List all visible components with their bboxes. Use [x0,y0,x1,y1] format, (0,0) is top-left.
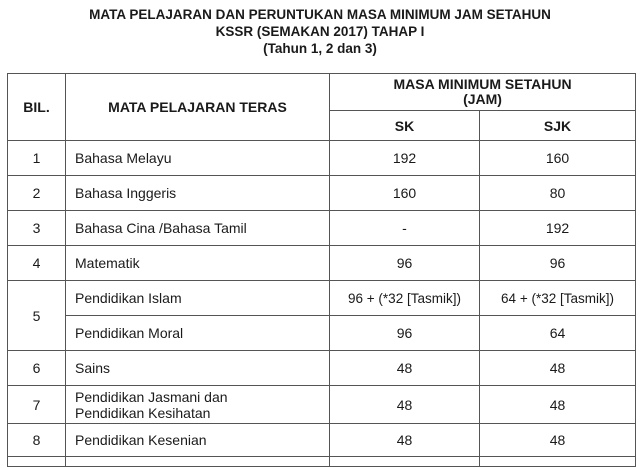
table-row [8,386,636,424]
cell-subject-line-2: Pendidikan Kesihatan [75,404,211,421]
cell-sjk: 160 [480,141,636,176]
cell-sk: - [330,211,480,246]
cell-sk: 96 + (*32 [Tasmik]) [330,281,480,316]
cell-bil: 2 [8,176,66,211]
header-sk: SK [330,111,480,141]
header-subject: MATA PELAJARAN TERAS [66,74,330,141]
table-row-cut-off [8,457,636,467]
title-line-2: KSSR (SEMAKAN 2017) TAHAP I [215,24,425,39]
title-line-3: (Tahun 1, 2 dan 3) [263,41,377,56]
cell-sk: 160 [330,176,480,211]
cell-empty [480,457,636,467]
cell-subject-line-1: Pendidikan Jasmani dan [75,388,228,405]
table-row [8,351,636,386]
cell-sjk: 64 [480,316,636,351]
cell-sjk: 48 [480,424,636,457]
table-row [8,424,636,457]
cell-sjk: 48 [480,351,636,386]
cell-sjk: 96 [480,246,636,281]
table-row [8,281,636,316]
cell-subject: Bahasa Cina /Bahasa Tamil [66,211,330,246]
cell-bil: 6 [8,351,66,386]
header-masa-line-2: (JAM) [463,91,502,107]
cell-bil: 1 [8,141,66,176]
cell-sjk: 80 [480,176,636,211]
table-row [8,246,636,281]
cell-bil: 4 [8,246,66,281]
cell-empty [8,457,66,467]
cell-subject: Sains [66,351,330,386]
document-title [0,6,640,57]
cell-empty [66,457,330,467]
header-masa-line-1: MASA MINIMUM SETAHUN [393,76,572,92]
header-sjk: SJK [480,111,636,141]
cell-bil: 7 [8,386,66,424]
cell-bil: 5 [8,281,66,351]
cell-sjk: 48 [480,386,636,424]
cell-sk: 48 [330,351,480,386]
header-masa [330,74,636,111]
cell-subject: Bahasa Inggeris [66,176,330,211]
header-row [8,74,636,111]
cell-sk: 96 [330,316,480,351]
cell-subject: Pendidikan Islam [66,281,330,316]
cell-sjk: 192 [480,211,636,246]
cell-subject: Bahasa Melayu [66,141,330,176]
cell-subject [66,386,330,424]
table-row [8,316,636,351]
table-row [8,141,636,176]
cell-subject: Matematik [66,246,330,281]
cell-sk: 48 [330,386,480,424]
cell-empty [330,457,480,467]
subject-time-table [7,73,636,467]
cell-subject: Pendidikan Kesenian [66,424,330,457]
cell-sk: 48 [330,424,480,457]
cell-sk: 192 [330,141,480,176]
cell-sjk: 64 + (*32 [Tasmik]) [480,281,636,316]
cell-bil: 3 [8,211,66,246]
header-bil: BIL. [8,74,66,141]
table-row [8,211,636,246]
cell-subject: Pendidikan Moral [66,316,330,351]
table-row [8,176,636,211]
cell-sk: 96 [330,246,480,281]
cell-bil: 8 [8,424,66,457]
title-line-1: MATA PELAJARAN DAN PERUNTUKAN MASA MINIMUM JAM SETAHUN [89,7,551,22]
